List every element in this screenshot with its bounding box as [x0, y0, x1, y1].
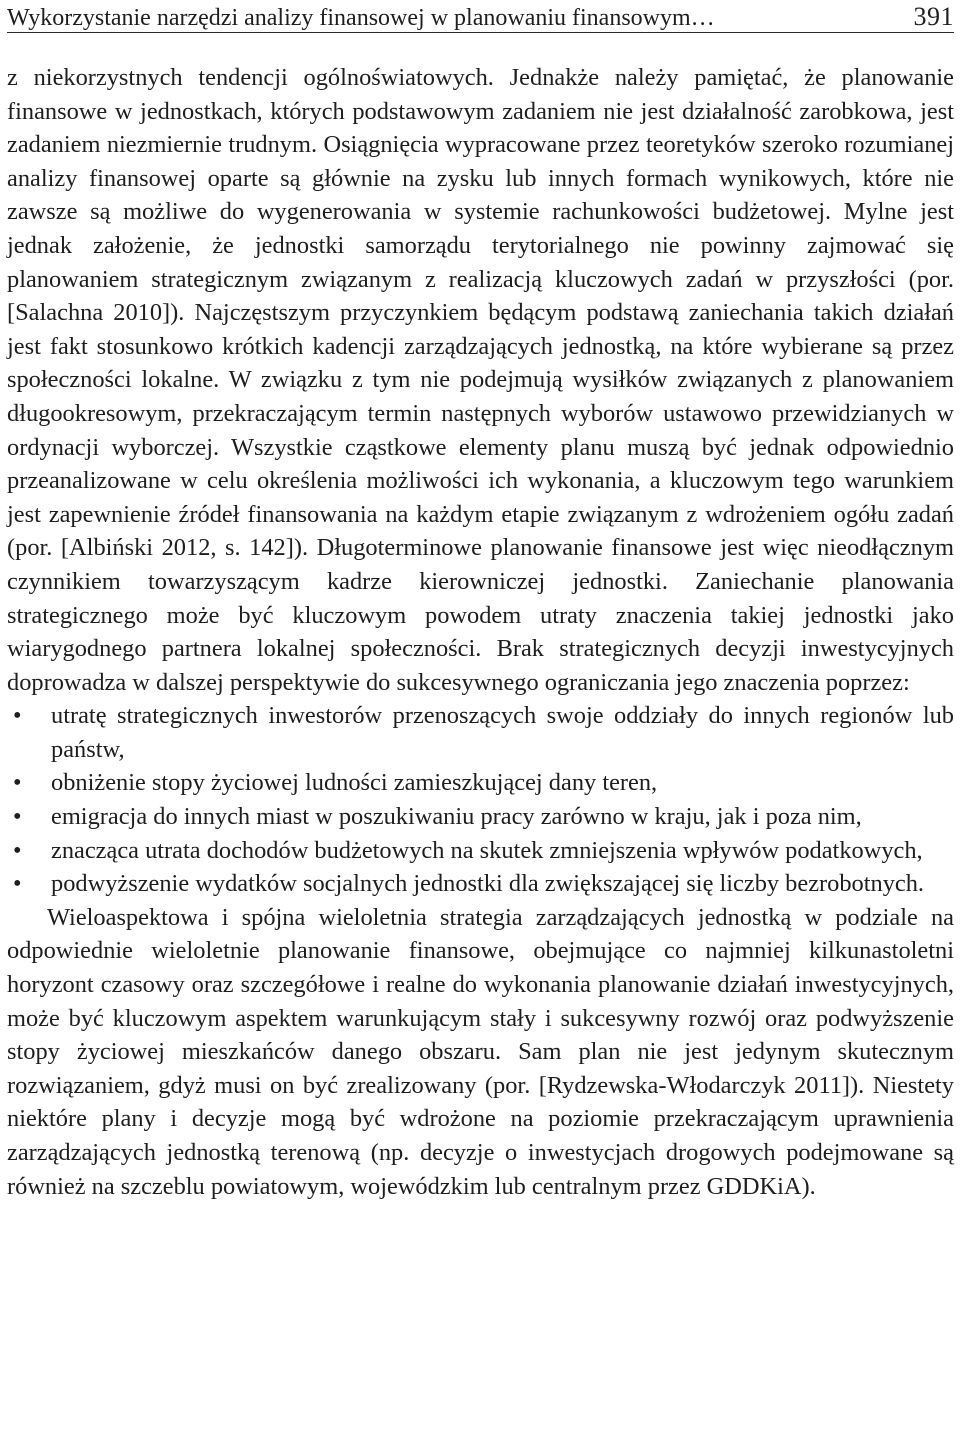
list-item: [13, 766, 954, 800]
bullet-icon: •: [13, 702, 22, 730]
list-item: [13, 699, 954, 766]
list-item: [13, 834, 954, 868]
list-item-text: emigracja do innych miast w poszukiwaniu pracy zarówno w kraju, jak i poza nim,: [51, 803, 862, 831]
running-header: [7, 0, 954, 33]
bullet-icon: •: [13, 803, 22, 831]
list-item: [13, 867, 954, 901]
bullet-list: [7, 699, 954, 901]
list-item-text: utratę strategicznych inwestorów przenoszących swoje oddziały do innych regionów lub państw,: [51, 702, 954, 763]
bullet-icon: •: [13, 870, 22, 898]
paragraph: z niekorzystnych tendencji ogólnoświatowych. Jednakże należy pamiętać, że planowanie finansowe w jednostkach, których podstawowym zadaniem nie jest działalność zarobkowa, jest zadaniem niezmiernie trudnym. Osiągnięcia wypracowane przez teoretyków szeroko rozumianej analizy finansowej oparte są głównie na zysku lub innych formach wynikowych, które nie zawsze są możliwe do wygenerowania w systemie rachunkowości budżetowej. Mylne jest jednak założenie, że jednostki samorządu terytorialnego nie powinny zajmować się planowaniem strategicznym związanym z realizacją kluczowych zadań w przyszłości (por. [Salachna 2010]). Najczęstszym przyczynkiem będącym podstawą zaniechania takich działań jest fakt stosunkowo krótkich kadencji zarządzających jednostką, na które wybierane są przez społeczności lokalne. W związku z tym nie podejmują wysiłków związanych z planowaniem długookresowym, przekraczającym termin następnych wyborów ustawowo przewidzianych w ordynacji wyborczej. Wszystkie cząstkowe elementy planu muszą być jednak odpowiednio przeanalizowane w celu określenia możliwości ich wykonania, a kluczowym tego warunkiem jest zapewnienie źródeł finansowania na każdym etapie związanym z wdrożeniem ogółu zadań (por. [Albiński 2012, s. 142]). Długoterminowe planowanie finansowe jest więc nieodłącznym czynnikiem towarzyszącym kadrze kierowniczej jednostki. Zaniechanie planowania strategicznego może być kluczowym powodem utraty znaczenia takiej jednostki jako wiarygodnego partnera lokalnej społeczności. Brak strategicznych decyzji inwestycyjnych doprowadza w dalszej perspektywie do sukcesywnego ograniczania jego znaczenia poprzez:: [7, 64, 954, 696]
paragraph: Wieloaspektowa i spójna wieloletnia strategia zarządzających jednostką w podziale na odpowiednie wieloletnie planowanie finansowe, obejmujące co najmniej kilkunastoletni horyzont czasowy oraz szczegółowe i realne do wykonania planowanie działań inwestycyjnych, może być kluczowym aspektem warunkującym stały i sukcesywny rozwój oraz podwyższenie stopy życiowej mieszkańców danego obszaru. Sam plan nie jest jedynym skutecznym rozwiązaniem, gdyż musi on być zrealizowany (por. [Rydzewska-Włodarczyk 2011]). Niestety niektóre plany i decyzje mogą być wdrożone na poziomie przekraczającym uprawnienia zarządzających jednostką terenową (np. decyzje o inwestycjach drogowych podejmowane są również na szczeblu powiatowym, wojewódzkim lub centralnym przez GDDKiA).: [7, 903, 954, 1200]
list-item-text: podwyższenie wydatków socjalnych jednostki dla zwiększającej się liczby bezrobotnych.: [51, 870, 925, 898]
list-item: [13, 800, 954, 834]
running-header-title: Wykorzystanie narzędzi analizy finansowej w planowaniu finansowym…: [7, 5, 715, 31]
body-text: [7, 61, 954, 1203]
list-item-text: obniżenie stopy życiowej ludności zamieszkującej dany teren,: [51, 769, 658, 797]
bullet-icon: •: [13, 836, 22, 864]
list-item-text: znacząca utrata dochodów budżetowych na skutek zmniejszenia wpływów podatkowych,: [51, 836, 923, 864]
page-number: 391: [913, 2, 954, 31]
bullet-icon: •: [13, 769, 22, 797]
